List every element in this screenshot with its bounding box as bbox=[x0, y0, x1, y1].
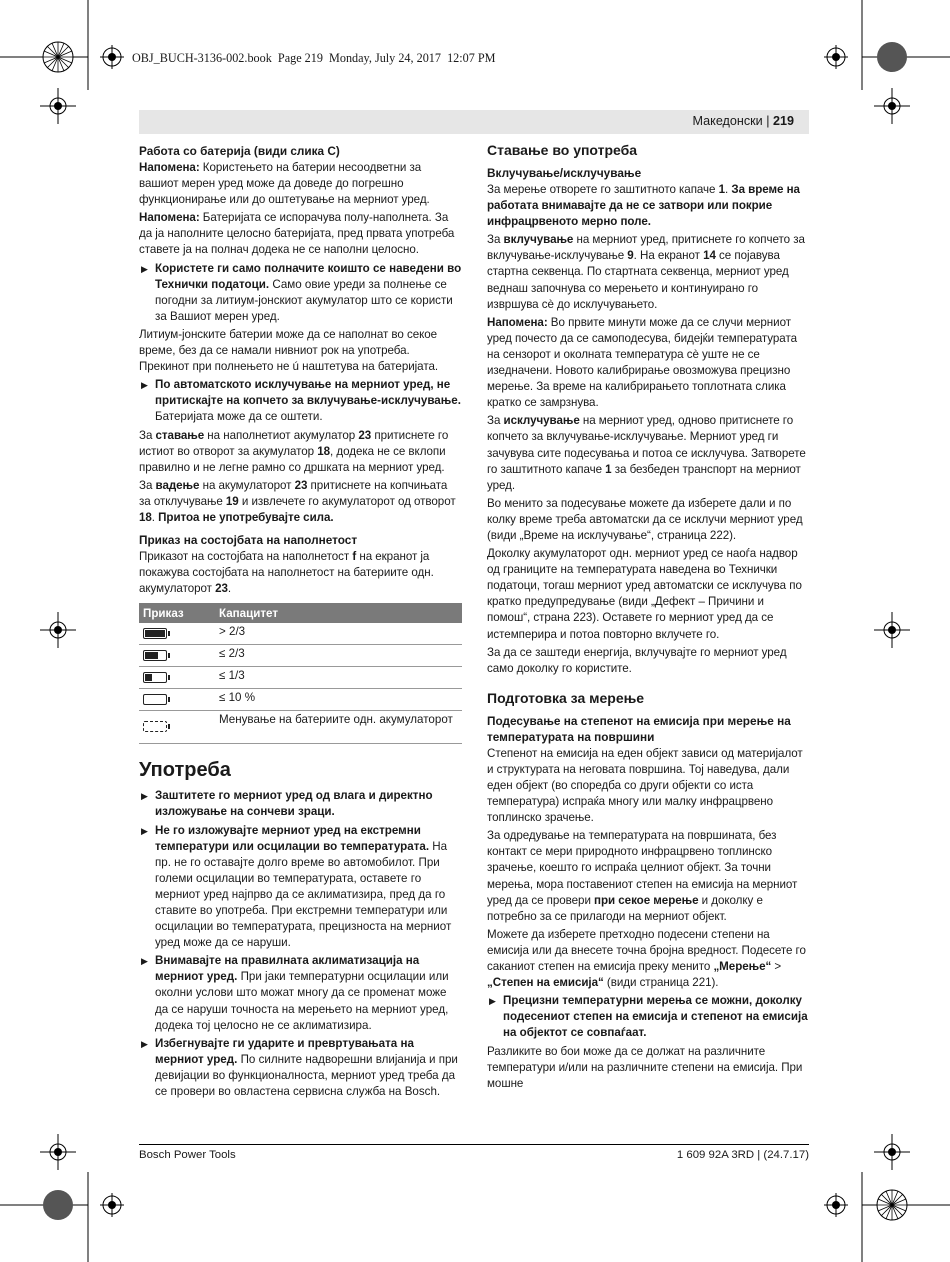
emissivity-paragraph: Степенот на емисија на еден објект зависи од материјалот и структурата на неговата површина. Тој наведува, дали еден објект (во споредба со други објекти со иста температура) испраќа многу или малку инфрацрвено топлинско зрачење. bbox=[487, 746, 803, 825]
battery-one-third-icon bbox=[143, 672, 167, 683]
bullet-extreme-temp: ▶ Не го изложувајте мерниот уред на екстремни температури или осцилации во температурата. На пр. не го оставајте долго време во автомобилот. При големи осцилации во температурата, оставете го мерниот уред најпрво да се аклиматизира, пред да го ставите во употреба. При екстремни температури или осцилации во температурата, прецизноста на мерниот уред може да се наруши. bbox=[141, 823, 452, 950]
table-row: ≤ 2/3 bbox=[139, 645, 462, 667]
left-column bbox=[139, 143, 462, 1102]
switch-off-paragraph: За исклучување на мерниот уред, одново притиснете го копчето за вклучување-исклучување. Мерниот уред ги зачувува сите подесувања и потоа се исклучува. Затворете го заштитното капаче 1 за безбеден транспорт на мерниот уред. bbox=[487, 414, 806, 492]
open-cap-paragraph: За мерење отворете го заштитното капаче 1. За време на работата внимавајте да не се затвори или покрие инфрацрвеното мерно поле. bbox=[487, 183, 800, 229]
energy-paragraph: За да се заштеди енергија, вклучувајте го мерниот уред само доколку го користите. bbox=[487, 645, 787, 675]
use-heading: Употреба bbox=[139, 759, 231, 782]
preset-emissivity-paragraph: Можете да изберете претходно подесени степени на емисија или да внесете точна бројна вредност. Подесете го саканиот степен на емисија преку менито „Мерење“ > „Степен на емисија“ (види страница 221). bbox=[487, 927, 806, 990]
charge-heading: Приказ на состојбата на наполнетост bbox=[139, 533, 358, 548]
surface-temp-paragraph: За одредување на температурата на површината, без контакт се мери природното инфрацрвено топлинско зрачење, коешто го испраќа целниот објект. За точни мерења, мора поставениот степен на емисија на мерниот уред да се провери при секое мерење и доколку е потребно за се прилагоди на мерниот објект. bbox=[487, 829, 798, 923]
start-heading: Ставање во употреба bbox=[487, 142, 638, 158]
bullet-precise-measurement: ▶ Прецизни температурни мерења се можни, доколку подесениот степен на емисија и степенот на емисија на објектот се совпаѓаат. bbox=[489, 994, 808, 1040]
bullet-acclimatization: ▶ Внимавајте на правилната аклиматизација на мерниот уред. При јаки температурни осцилации или околни услови што можат многу да се променат може да се наруши точноста на мерењето на мерниот уред, додека тој целосно не се аклиматизира. bbox=[141, 954, 449, 1032]
onoff-heading: Вклучување/исклучување bbox=[487, 166, 642, 180]
bullet-moisture: ▶ Заштитете го мерниот уред од влага и директно изложување на сончеви зраци. bbox=[141, 789, 433, 819]
temperature-limit-paragraph: Доколку акумулаторот одн. мерниот уред се наоѓа надвор од границите на температурата наведена во Технички податоци, тогаш мерниот уред автоматски се исклучува по кратко предупредување (види „Дефект – Причини и помош“, страна 223). Оставете го мерниот уред да се истемперира и потоа повторно вклучете го. bbox=[487, 547, 802, 641]
print-header-line: OBJ_BUCH-3136-002.book Page 219 Monday, July 24, 2017 12:07 PM bbox=[132, 51, 496, 65]
capacity-table bbox=[139, 603, 462, 744]
footer-left: Bosch Power Tools bbox=[139, 1149, 236, 1161]
right-column bbox=[487, 141, 810, 1094]
table-row: ≤ 1/3 bbox=[139, 667, 462, 689]
table-header-capacity: Капацитет bbox=[215, 603, 462, 623]
battery-replace-blinking-icon bbox=[143, 721, 167, 732]
insert-paragraph: За ставање на наполнетиот акумулатор 23 притиснете го истиот во отворот за акумулатор 18, додека не се вклопи правилно и не легне рамно со дршката на мерниот уред. bbox=[139, 428, 449, 474]
battery-empty-icon bbox=[143, 694, 167, 705]
battery-full-icon bbox=[143, 628, 167, 639]
table-row: ≤ 10 % bbox=[139, 689, 462, 711]
charge-paragraph: Приказот на состојбата на наполнетост f на екранот ја покажува состојбата на наполнетост на батериите одн. акумулаторот 23. bbox=[139, 550, 434, 596]
battery-two-thirds-icon bbox=[143, 650, 167, 661]
bullet-chargers: ▶ Користете ги само полначите коишто се наведени во Технички податоци. Само овие уреди за полнење се погодни за литиум-јонскиот акумулатор што се користи за Вашиот мерен уред. bbox=[141, 261, 462, 323]
page-number: 219 bbox=[772, 114, 794, 128]
auto-off-paragraph: Во менито за подесување можете да изберете дали и по колку време треба автоматски да се исклучи мерниот уред (види „Време на исклучување“, страница 222). bbox=[487, 496, 803, 542]
emissivity-heading: Подесување на степенот на емисија при мерење на температурата на површини bbox=[487, 713, 791, 744]
switch-on-paragraph: За вклучување на мерниот уред, притиснете го копчето за вклучување-исклучување 9. На екранот 14 се појавува стартна секвенца. По стартната секвенца, мерниот уред веднаш започнува со мерењето и континуирано го извршува сè до исклучувањето. bbox=[487, 233, 805, 311]
table-row: > 2/3 bbox=[139, 623, 462, 645]
battery-heading: Работа со батерија (види слика C) bbox=[139, 144, 340, 158]
table-row: Менување на батериите одн. акумулаторот bbox=[139, 711, 462, 744]
remove-paragraph: За вадење на акумулаторот 23 притиснете на копчињата за отклучување 19 и извлечете го акумулаторот од отворот 18. Притоа не употребувајте сила. bbox=[139, 478, 456, 524]
bullet-impacts: ▶ Избегнувајте ги ударите и превртувањата на мерниот уред. По силните надворешни влијанија и при девијации во функционалноста, мерниот уред треба да се провери во овластена сервисна служба на Bosch. bbox=[141, 1036, 458, 1099]
note-2: Напомена: Батеријата се испорачува полу-наполнета. За да ја наполните целосно батеријата, пред првата употреба ставете ја на полнач додека не се наполни целосно. bbox=[139, 211, 455, 257]
prep-heading: Подготовка за мерење bbox=[487, 689, 645, 706]
footer-right: 1 609 92A 3RD | (24.7.17) bbox=[676, 1149, 809, 1161]
note-1: Напомена: Користењето на батерии несоодветни за вашиот мерен уред може да доведе до погрешно функционирање или до оштетување на мерниот уред. bbox=[139, 161, 430, 207]
bullet-auto-off: ▶ По автоматското исклучување на мерниот уред, не притискајте на копчето за вклучување-исклучување. Батеријата може да се оштети. bbox=[141, 378, 461, 424]
color-difference-paragraph: Разликите во бои може да се должат на различните температури и/или на различните степени на емисија. При мошне bbox=[487, 1044, 803, 1090]
header-language: Македонски bbox=[692, 114, 763, 128]
calibration-note: Напомена: Во првите минути може да се случи мерниот уред почесто да се самоподесува, бидејќи температурата на сензорот и околната температура сè уште не се изедначени. Новото калибрирање овозможува прецизно мерење. За време на калибрирањето топлотната слика кратко се замрзнува. bbox=[487, 315, 797, 410]
lithium-paragraph: Литиум-јонските батерии може да се наполнат во секое време, без да се намали нивниот рок на употреба. Прекинот при полнењето не ú наштетува на батеријата. bbox=[139, 327, 439, 374]
footer-rule bbox=[139, 1144, 809, 1145]
page-header-bar: Македонски | 219 bbox=[139, 110, 809, 134]
table-header-display: Приказ bbox=[139, 603, 215, 623]
